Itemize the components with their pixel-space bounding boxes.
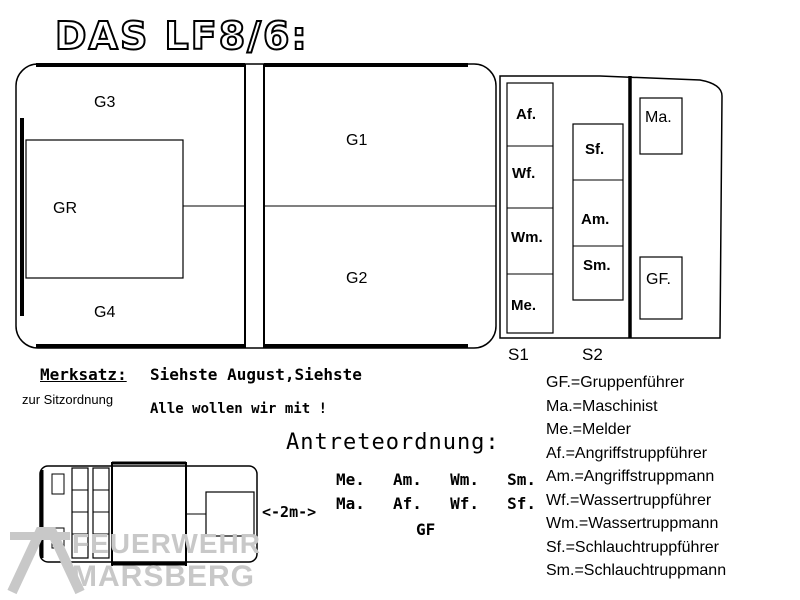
merksatz-line2: Alle wollen wir mit ! bbox=[150, 401, 328, 417]
formation-gf: GF bbox=[416, 520, 436, 539]
legend-item: Me.=Melder bbox=[546, 421, 631, 438]
formation-wm: Wm. bbox=[450, 470, 479, 489]
formation-af: Af. bbox=[393, 494, 422, 513]
compartment-g2: G2 bbox=[346, 270, 368, 287]
compartment-g4: G4 bbox=[94, 304, 116, 321]
legend-item: Sf.=Schlauchtruppführer bbox=[546, 538, 719, 556]
seat-am: Am. bbox=[581, 211, 610, 228]
seat-af: Af. bbox=[516, 106, 536, 123]
seat-gf: GF. bbox=[646, 271, 671, 288]
compartment-g3: G3 bbox=[94, 94, 116, 111]
legend bbox=[546, 371, 726, 583]
distance-label: <-2m-> bbox=[262, 503, 317, 521]
diagram-title: DAS LF8/6: bbox=[55, 14, 309, 58]
seat-wm: Wm. bbox=[511, 229, 543, 246]
antreteordnung-row2 bbox=[336, 494, 536, 513]
bench-label-s1: S1 bbox=[508, 345, 529, 364]
antreteordnung-row1 bbox=[336, 470, 536, 489]
seat-wf: Wf. bbox=[512, 165, 536, 182]
legend-item: Ma.=Maschinist bbox=[546, 397, 658, 415]
legend-item: Am.=Angriffstruppmann bbox=[546, 468, 715, 485]
merksatz-subtitle: zur Sitzordnung bbox=[22, 392, 114, 407]
formation-sm: Sm. bbox=[507, 470, 536, 489]
watermark-line1: FEUERWEHR bbox=[72, 528, 261, 559]
formation-sf: Sf. bbox=[507, 494, 536, 513]
bench-label-s2: S2 bbox=[582, 345, 603, 364]
compartment-g1: G1 bbox=[346, 132, 368, 149]
gr-box bbox=[26, 140, 183, 278]
formation-wf: Wf. bbox=[450, 494, 479, 513]
legend-item: Sm.=Schlauchtruppmann bbox=[546, 562, 727, 579]
formation-me: Me. bbox=[336, 470, 365, 489]
merksatz-heading: Merksatz: bbox=[40, 365, 127, 384]
formation-am: Am. bbox=[393, 470, 422, 489]
legend-item: Wm.=Wassertruppmann bbox=[546, 515, 719, 532]
legend-item: GF.=Gruppenführer bbox=[546, 374, 685, 391]
seat-me: Me. bbox=[511, 297, 537, 314]
seat-sm: Sm. bbox=[583, 257, 611, 274]
compartment-gr: GR bbox=[53, 200, 77, 217]
antreteordnung-heading: Antreteordnung: bbox=[286, 430, 500, 455]
formation-ma: Ma. bbox=[336, 494, 365, 513]
seat-ma: Ma. bbox=[645, 109, 672, 126]
legend-item: Wf.=Wassertruppführer bbox=[546, 491, 712, 509]
merksatz-line1: Siehste August,Siehste bbox=[150, 365, 362, 384]
watermark-line2: MARSBERG bbox=[72, 560, 256, 593]
legend-item: Af.=Angriffstruppführer bbox=[546, 444, 708, 462]
seat-sf: Sf. bbox=[585, 141, 605, 158]
